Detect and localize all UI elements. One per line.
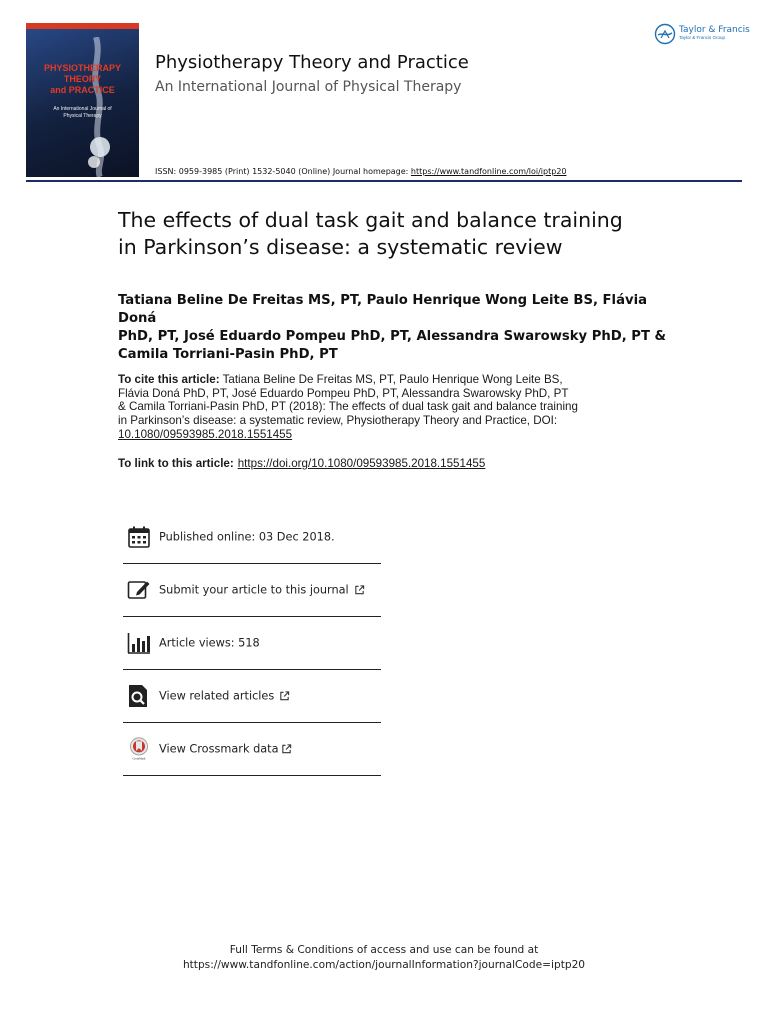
submit-article-item[interactable] [123,564,381,617]
publisher-name: Taylor & Francis [679,25,750,35]
external-link-icon [281,744,292,755]
terms-footer-link[interactable]: https://www.tandfonline.com/action/journalInformation?journalCode=iptp20 [182,959,586,971]
edit-icon [127,578,151,602]
journal-homepage-link[interactable]: https://www.tandfonline.com/loi/iptp20 [410,167,567,176]
cover-stripe [26,23,139,29]
published-date-text: Published online: 03 Dec 2018. [159,530,335,543]
crossmark-link[interactable]: View Crossmark data [159,742,279,756]
terms-footer [0,943,768,973]
calendar-icon [127,525,151,549]
external-link-icon [354,585,365,596]
link-label: To link to this article: [118,457,234,470]
cover-subtitle: An International Journal of Physical Therapy [53,106,112,119]
crossmark-item[interactable] [123,723,381,776]
related-articles-link[interactable]: View related articles [159,689,275,703]
article-title: The effects of dual task gait and balance training in Parkinson’s disease: a systematic review [118,208,623,259]
journal-title: Physiotherapy Theory and Practice [155,52,469,73]
external-link-icon [279,691,290,702]
article-views-text: Article views: 518 [159,636,260,650]
issn-text: ISSN: 0959-3985 (Print) 1532-5040 (Online) Journal homepage: [155,167,411,176]
article-authors: Tatiana Beline De Freitas MS, PT, Paulo Henrique Wong Leite BS, Flávia Doná PhD, PT, José Eduardo Pompeu PhD, PT, Alessandra Swarowsky PhD, PT & Camila Torriani-Pasin PhD, PT [118,293,667,362]
search-document-icon [127,684,151,708]
citation-label: To cite this article: [118,373,220,386]
published-date-item [123,510,381,564]
bar-chart-icon [127,631,151,655]
journal-subtitle: An International Journal of Physical Therapy [155,79,462,95]
header-divider [26,180,742,182]
article-doi-link[interactable]: https://doi.org/10.1080/09593985.2018.1551455 [237,457,486,470]
crossmark-icon [127,737,151,761]
citation-block: To cite this article: Tatiana Beline De Freitas MS, PT, Paulo Henrique Wong Leite BS, Flávia Doná PhD, PT, José Eduardo Pompeu PhD, PT, Alessandra Swarowsky PhD, PT & Camila Torriani-Pasin PhD, PT (2018): The effects of dual task gait and balance training in Parkinson’s disease: a systematic review, Physiotherapy Theory and Practice, DOI: 10.1080/09593985.2018.1551455 [118,373,618,442]
terms-footer-text: Full Terms & Conditions of access and use can be found at [229,944,539,956]
related-articles-item[interactable] [123,670,381,723]
publisher-group: Taylor & Francis Group [679,35,726,40]
cover-title: PHYSIOTHERAPY THEORY and PRACTICE [43,63,121,95]
citation-doi-link[interactable]: 10.1080/09593985.2018.1551455 [118,427,293,441]
publisher-logo [654,23,750,45]
article-views-item [123,617,381,670]
article-link-line [118,457,485,470]
submit-article-link[interactable]: Submit your article to this journal [159,583,349,597]
crossmark-badge-text: CrossMark [132,756,146,761]
publisher-emblem-icon [654,23,676,45]
article-info-list [123,510,381,776]
journal-cover-image [26,23,139,177]
issn-line [155,167,567,176]
